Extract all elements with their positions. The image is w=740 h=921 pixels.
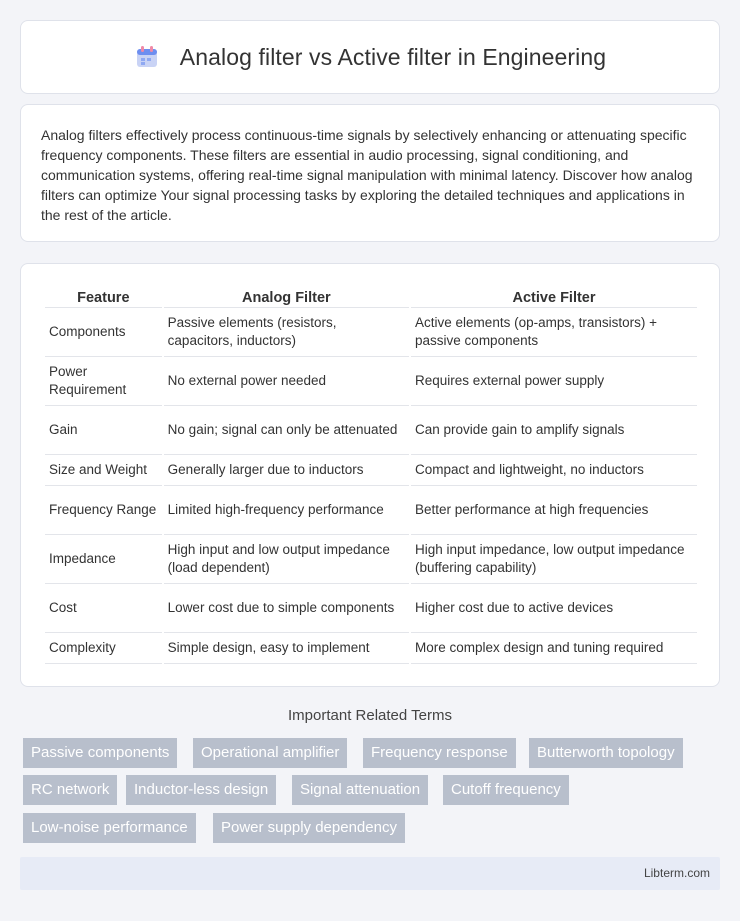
term-tag[interactable]: Low-noise performance [23, 813, 196, 843]
analog-cell: High input and low output impedance (load dependent) [164, 535, 409, 584]
header-active: Active Filter [411, 284, 697, 308]
active-cell: Compact and lightweight, no inductors [411, 455, 697, 486]
term-tag[interactable]: Frequency response [363, 738, 516, 768]
active-cell: More complex design and tuning required [411, 633, 697, 664]
header-analog: Analog Filter [164, 284, 409, 308]
analog-cell: Generally larger due to inductors [164, 455, 409, 486]
feature-cell: Frequency Range [45, 486, 162, 535]
table-row [45, 406, 697, 455]
table-row [45, 455, 697, 486]
term-tag[interactable]: Butterworth topology [529, 738, 683, 768]
analog-cell: Lower cost due to simple components [164, 584, 409, 633]
footer-site-link[interactable]: Libterm.com [643, 866, 710, 880]
term-tag[interactable]: Power supply dependency [213, 813, 405, 843]
active-cell: Active elements (op-amps, transistors) + passive components [411, 308, 697, 357]
header-feature: Feature [45, 284, 162, 308]
active-cell: Higher cost due to active devices [411, 584, 697, 633]
table-row [45, 535, 697, 584]
feature-cell: Gain [45, 406, 162, 455]
feature-cell: Cost [45, 584, 162, 633]
comparison-table [43, 284, 699, 664]
active-cell: Better performance at high frequencies [411, 486, 697, 535]
analog-cell: Simple design, easy to implement [164, 633, 409, 664]
feature-cell: Components [45, 308, 162, 357]
related-terms-title: Important Related Terms [288, 707, 452, 724]
feature-cell: Power Requirement [45, 357, 162, 406]
page-title: Analog filter vs Active filter in Engineering [179, 43, 607, 70]
active-cell: High input impedance, low output impedance (buffering capability) [411, 535, 697, 584]
comparison-table-card [20, 263, 720, 687]
active-cell: Requires external power supply [411, 357, 697, 406]
table-header-row [45, 284, 697, 308]
feature-cell: Size and Weight [45, 455, 162, 486]
analog-cell: Passive elements (resistors, capacitors, inductors) [164, 308, 409, 357]
feature-cell: Complexity [45, 633, 162, 664]
term-tag[interactable]: Signal attenuation [292, 775, 428, 805]
table-row [45, 357, 697, 406]
term-tag[interactable]: Inductor-less design [126, 775, 276, 805]
intro-card [20, 104, 720, 242]
calendar-icon [134, 44, 160, 70]
feature-cell: Impedance [45, 535, 162, 584]
term-tag[interactable]: Cutoff frequency [443, 775, 569, 805]
header-card [20, 20, 720, 94]
analog-cell: No gain; signal can only be attenuated [164, 406, 409, 455]
table-row [45, 584, 697, 633]
table-row [45, 486, 697, 535]
term-tag[interactable]: Operational amplifier [193, 738, 347, 768]
analog-cell: Limited high-frequency performance [164, 486, 409, 535]
intro-text: Analog filters effectively process continuous-time signals by selectively enhancing or attenuating specific frequency components. These filters are essential in audio processing, signal conditioning, and communication systems, offering real-time signal manipulation with minimal latency. Discover how analog filters can optimize Your signal processing tasks by exploring the detailed techniques and applications in the rest of the article. [41, 127, 693, 223]
analog-cell: No external power needed [164, 357, 409, 406]
active-cell: Can provide gain to amplify signals [411, 406, 697, 455]
table-row [45, 633, 697, 664]
term-tag[interactable]: Passive components [23, 738, 177, 768]
footer [20, 857, 720, 890]
term-tag[interactable]: RC network [23, 775, 117, 805]
table-row [45, 308, 697, 357]
